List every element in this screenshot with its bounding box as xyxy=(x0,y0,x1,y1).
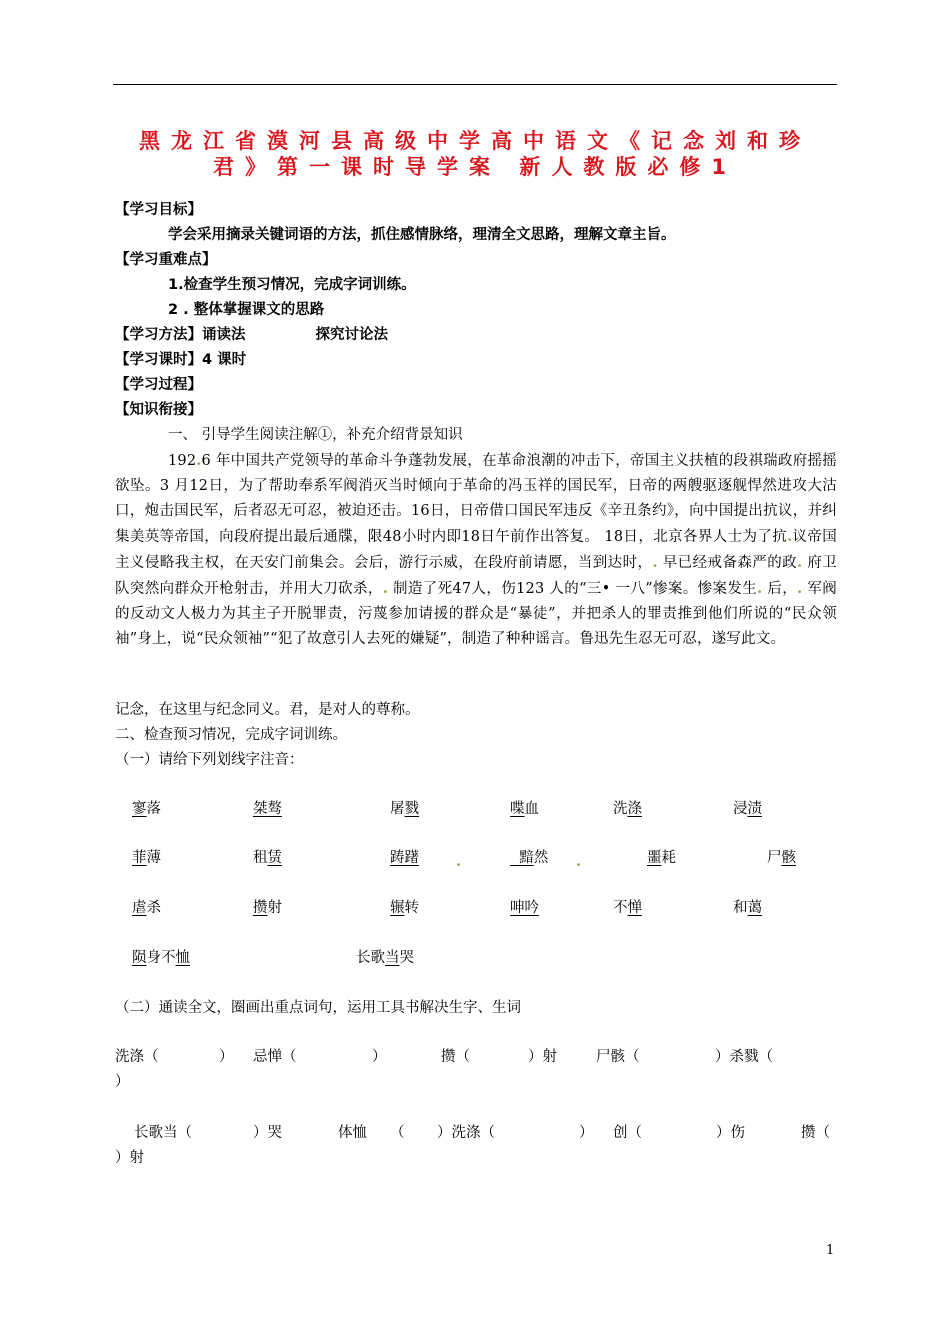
section2-heading: （二）通读全文，圈画出重点词句，运用工具书解决生字、生词 xyxy=(115,1000,521,1016)
vocab-item: 攒射 xyxy=(253,900,282,916)
key-point-2: 2 . 整体掌握课文的思路 xyxy=(168,302,325,318)
page-number: 1 xyxy=(826,1243,835,1258)
fill-blank-text: ）杀戮（ xyxy=(715,1049,773,1065)
vocab-item: 噩耗 xyxy=(647,850,676,866)
mark-dot: . xyxy=(652,554,658,571)
bg-part-3: 议帝国主义侵略我主权，在天安门前集会。会后，游行示威，在段府前请愿，当到达时， xyxy=(115,529,837,571)
fill-blank-text: ） xyxy=(219,1049,234,1065)
header-rule xyxy=(113,84,837,85)
fill-blank-text: 创（ xyxy=(613,1125,642,1141)
title-line-1: 黑龙江省漠河县高级中学高中语文《记念刘和珍 xyxy=(139,129,811,153)
vocab-item: 虐杀 xyxy=(132,900,161,916)
bg-part-4: 早已经戒备森严的政 xyxy=(657,555,798,571)
bg-part-1: 192 xyxy=(168,453,197,469)
link-heading: 【知识衔接】 xyxy=(115,402,202,418)
method-heading: 【学习方法】 xyxy=(115,327,202,343)
bg-part-8: 军阀的反动文人极力为其主子开脱罪责，污蔑参加请援的群众是“暴徒”，并把杀人的罪责推到他们所说的“民众领袖”身上，说“民众领袖”“犯了故意引人去死的嫌疑”，制造了种种谣言。鲁迅先生忍无可忍，遂写此文。 xyxy=(115,581,837,647)
vocab-item: 屠戮 xyxy=(390,801,419,817)
fill-blank-text: 攒（ xyxy=(441,1049,470,1065)
vocab-item: 长歌当哭 xyxy=(356,950,414,966)
vocab-item: 尸骸 xyxy=(767,850,796,866)
fill-blank-text: ）射 xyxy=(115,1150,144,1166)
hours-value: 4 课时 xyxy=(202,352,247,368)
fill-blank-text: 尸骸（ xyxy=(596,1049,640,1065)
bg-part-5: 府卫队突然向群众开枪射击，并用大刀砍杀， xyxy=(115,555,838,597)
fill-blank-text: ） xyxy=(372,1049,387,1065)
goal-heading: 【学习目标】 xyxy=(115,202,202,218)
background-paragraph xyxy=(115,448,837,652)
method-line xyxy=(115,323,837,348)
vocab-item: 黯然 xyxy=(519,850,549,866)
goal-text: 学会采用摘录关键词语的方法，抓住感情脉络，理清全文思路，理解文章主旨。 xyxy=(168,227,676,243)
fill-blank-text: ）洗涤（ xyxy=(437,1125,495,1141)
note-1: 记念，在这里与纪念同义。君，是对人的尊称。 xyxy=(115,702,420,718)
step-1: 一、 引导学生阅读注解①，补充介绍背景知识 xyxy=(168,427,463,443)
vocab-item: 和蔼 xyxy=(733,900,762,916)
mark-dot: . xyxy=(787,528,793,545)
vocab-item: 不惮 xyxy=(613,900,642,916)
bg-part-6: 制造了死47人，伤123 人的“三• 一八”惨案。惨案发生 xyxy=(387,581,758,597)
key-point-1: 1.检查学生预习情况，完成字词训练。 xyxy=(168,277,416,293)
hours-heading: 【学习课时】 xyxy=(115,352,202,368)
note-3: （一）请给下列划线字注音： xyxy=(115,752,304,768)
key-heading: 【学习重难点】 xyxy=(115,252,217,268)
mark-dot: . xyxy=(196,452,202,469)
vocab-item: 呻吟 xyxy=(510,900,539,916)
method-2: 探究讨论法 xyxy=(315,327,388,343)
mark-dot: . xyxy=(456,853,462,870)
title-line-2: 君》第一课时导学案 新人教版必修1 xyxy=(213,155,737,179)
fill-blank-text: （ xyxy=(390,1125,405,1141)
vocab-item: 踌躇 xyxy=(390,850,419,866)
fill-blank-text: 攒（ xyxy=(801,1125,830,1141)
fill-blank-text: ） xyxy=(115,1074,130,1090)
vocab-item: 菲薄 xyxy=(132,850,161,866)
vocab-item: 陨身不恤 xyxy=(132,950,190,966)
mark-dot: . xyxy=(797,580,803,597)
fill-blank-text: 长歌当（ xyxy=(134,1125,192,1141)
bg-part-2: 6 年中国共产党领导的革命斗争蓬勃发展，在革命浪潮的冲击下，帝国主义扶植的段祺瑞政府摇摇欲坠。3 月12日，为了帮助奉系军阀消灭当时倾向于革命的冯玉祥的国民军，日帝的两艘驱逐舰悍然进攻大沽口，炮击国民军，后者忍无可忍，被迫还击。16日，日帝借口国民军违反《辛丑条约》，向中国提出抗议，并纠集美英等帝国，向段府提出最后通牒，限48小时内即18日午前作出答复。 18日，北京各界人士为了抗 xyxy=(115,453,837,545)
note-2: 二、检查预习情况，完成字词训练。 xyxy=(115,727,347,743)
vocab-item: 寥落 xyxy=(132,801,161,817)
method-1: 诵读法 xyxy=(202,327,246,343)
fill-blank-text: 忌惮（ xyxy=(253,1049,297,1065)
fill-blank-text: ）伤 xyxy=(716,1125,745,1141)
vocab-item: 洗涤 xyxy=(613,801,642,817)
mark-dot: . xyxy=(757,580,763,597)
vocab-item: 浸渍 xyxy=(733,801,762,817)
vocab-item: 租赁 xyxy=(253,850,282,866)
fill-blank-text: 洗涤（ xyxy=(115,1049,159,1065)
bg-part-7: 后， xyxy=(762,581,798,597)
fill-blank-text: ）射 xyxy=(528,1049,557,1065)
hours-line xyxy=(115,348,837,373)
mark-dot: . xyxy=(382,580,388,597)
vocab-item: 桀骜 xyxy=(253,801,282,817)
process-heading: 【学习过程】 xyxy=(115,377,202,393)
mark-dot: . xyxy=(576,853,582,870)
fill-blank-text: 体恤 xyxy=(338,1125,367,1141)
mark-dot: . xyxy=(797,554,803,571)
vocab-item: 辗转 xyxy=(390,900,419,916)
fill-blank-text: ）哭 xyxy=(253,1125,282,1141)
fill-blank-text: ） xyxy=(579,1125,594,1141)
vocab-item: 喋血 xyxy=(510,801,539,817)
